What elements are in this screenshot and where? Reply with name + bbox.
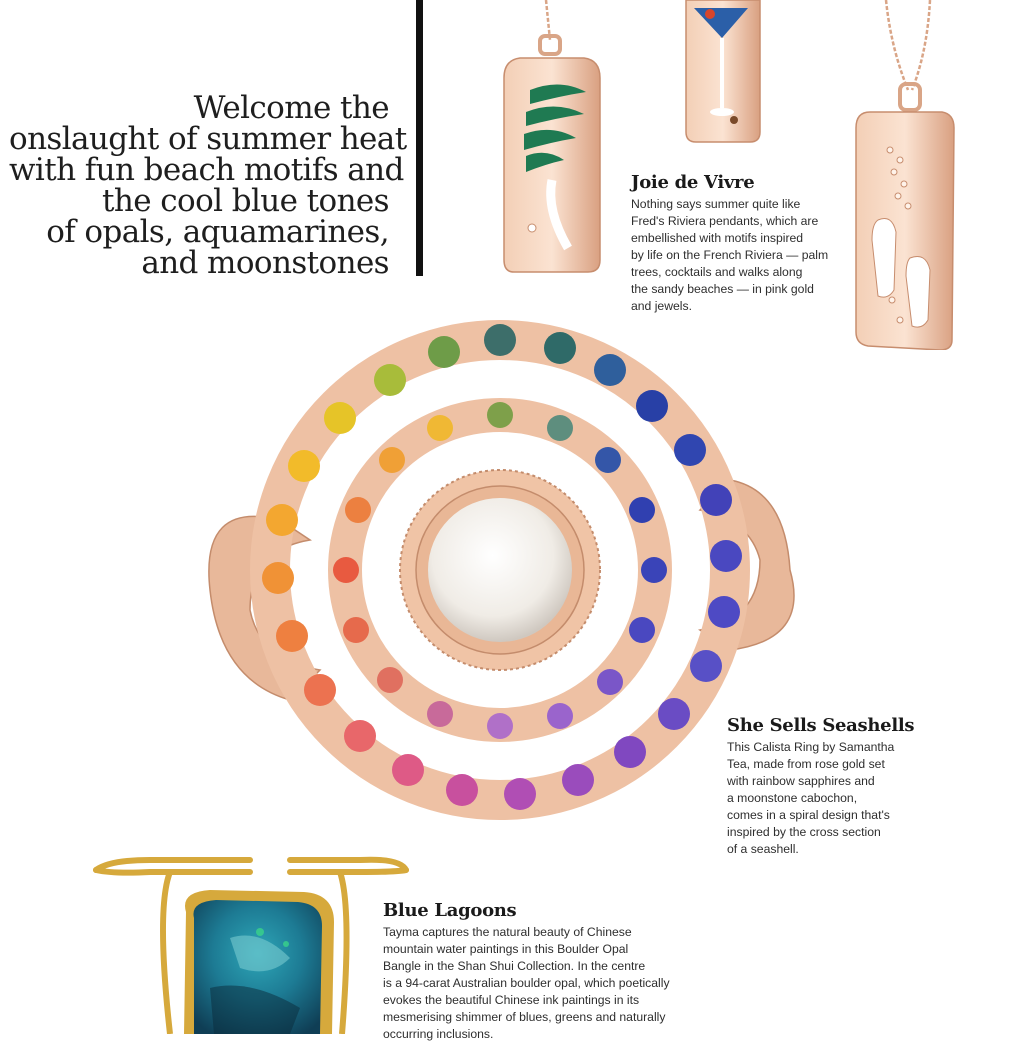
seashells-line: comes in a spiral design that's: [727, 808, 890, 822]
vertical-rule: [416, 0, 423, 276]
joie-line: by life on the French Riviera — palm: [631, 248, 829, 262]
joie-body: [631, 196, 828, 315]
joie-title: Joie de Vivre: [631, 172, 755, 193]
seashells-line: This Calista Ring by Samantha: [727, 740, 895, 754]
lagoons-body: [383, 924, 670, 1043]
lagoons-line: occurring inclusions.: [383, 1027, 494, 1041]
headline-line: with fun beach motifs and: [9, 152, 404, 188]
seashells-title: She Sells Seashells: [727, 715, 915, 736]
headline: [9, 90, 407, 281]
lagoons-line: evokes the beautiful Chinese ink paintings in its: [383, 993, 640, 1007]
seashells-body: [727, 739, 894, 858]
headline-line: of opals, aquamarines,: [46, 214, 389, 250]
moonstone-cabochon: [428, 498, 572, 642]
palm-pendant: [504, 36, 600, 272]
seashells-line: of a seashell.: [727, 842, 799, 856]
headline-line: the cool blue tones: [102, 183, 389, 219]
seashells-line: with rainbow sapphires and: [727, 774, 875, 788]
lagoons-line: is a 94-carat Australian boulder opal, which poetically: [383, 976, 670, 990]
joie-line: and jewels.: [631, 299, 692, 313]
lagoons-line: mountain water paintings in this Boulder Opal: [383, 942, 629, 956]
lagoons-line: Bangle in the Shan Shui Collection. In the centre: [383, 959, 646, 973]
cocktail-pendant: [686, 0, 760, 142]
seashells-line: a moonstone cabochon,: [727, 791, 858, 805]
seashells-line: Tea, made from rose gold set: [727, 757, 885, 771]
headline-line: and moonstones: [141, 245, 389, 281]
joie-line: Nothing says summer quite like: [631, 197, 801, 211]
joie-line: the sandy beaches — in pink gold: [631, 282, 814, 296]
joie-line: trees, cocktails and walks along: [631, 265, 803, 279]
headline-line: onslaught of summer heat: [9, 121, 407, 157]
joie-line: Fred's Riviera pendants, which are: [631, 214, 819, 228]
bangle-photo: [90, 848, 410, 1034]
lagoons-line: mesmerising shimmer of blues, greens and naturally: [383, 1010, 666, 1024]
lagoons-title: Blue Lagoons: [383, 900, 517, 921]
headline-line: Welcome the: [193, 90, 389, 126]
sandals-pendant: [856, 84, 954, 350]
joie-line: embellished with motifs inspired: [631, 231, 804, 245]
lagoons-line: Tayma captures the natural beauty of Chinese: [383, 925, 632, 939]
seashells-line: inspired by the cross section: [727, 825, 881, 839]
